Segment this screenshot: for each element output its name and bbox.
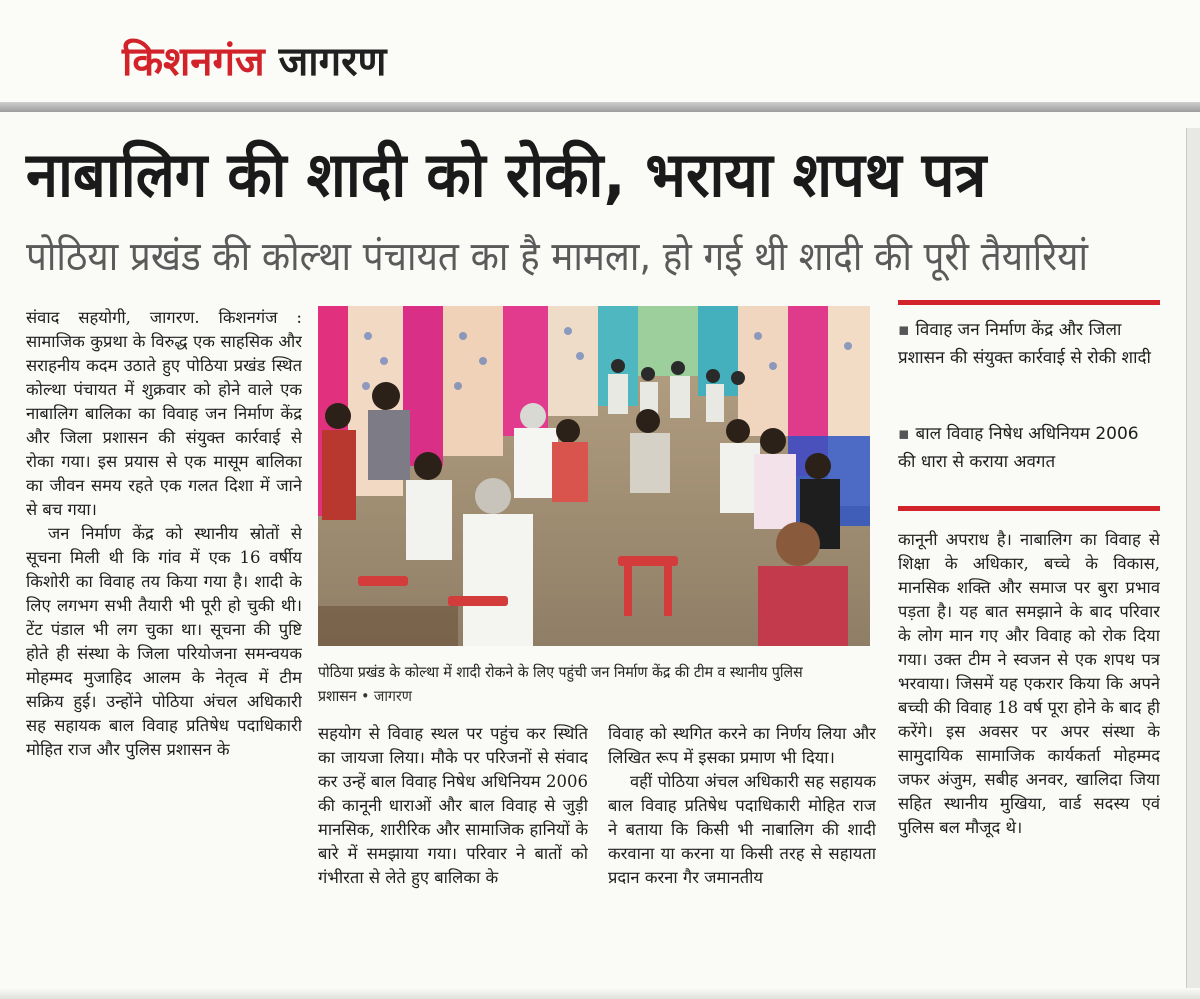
article-column-3 — [608, 722, 876, 997]
photo-caption — [318, 660, 844, 708]
headline: नाबालिग की शादी को रोकी, भराया शपथ पत्र — [26, 138, 987, 211]
highlight-item — [898, 420, 1160, 476]
highlight-bottom-rule — [898, 506, 1160, 511]
highlight-text: विवाह जन निर्माण केंद्र और जिला प्रशासन की संयुक्त कार्रवाई से रोकी शादी — [898, 320, 1151, 368]
subheadline: पोठिया प्रखंड की कोल्था पंचायत का है मामला, हो गई थी शादी की पूरी तैयारियां — [26, 234, 1089, 280]
masthead-title-brand: जागरण — [278, 39, 387, 85]
highlight-item — [898, 316, 1160, 372]
photo-credit: • जागरण — [361, 687, 412, 705]
masthead — [0, 0, 1200, 112]
page-edge-divider — [1186, 128, 1200, 999]
article-paragraph: जन निर्माण केंद्र को स्थानीय स्रोतों से सूचना मिली थी कि गांव में एक 16 वर्षीय किशोरी का विवाह तय किया गया है। शादी के लिए लगभग सभी तैयारी भी पूरी हो चुकी थी। टेंट पंडाल भी लग चुका था। सूचना की पुष्टि होते ही संस्था के जिला परियोजना समन्वयक मोहम्मद मुजाहिद आलम के नेतृत्व में टीम सक्रिय हुई। उन्होंने पोठिया अंचल अधिकारी सह सहायक बाल विवाह प्रतिषेध पदाधिकारी मोहित राज और पुलिस प्रशासन के — [26, 524, 302, 759]
tent-gathering-image — [318, 306, 870, 646]
article-column-4 — [898, 528, 1160, 996]
article-paragraph: विवाह को स्थगित करने का निर्णय लिया और लिखित रूप में इसका प्रमाण भी दिया। — [608, 724, 876, 767]
article-paragraph: वहीं पोठिया अंचल अधिकारी सह सहायक बाल विवाह प्रतिषेध पदाधिकारी मोहित राज ने बताया कि किसी भी नाबालिग की शादी करवाना या करना या किसी तरह से सहायता प्रदान करना गैर जमानतीय — [608, 772, 876, 887]
page-bottom-edge — [0, 988, 1200, 999]
article-paragraph: सामाजिक कुप्रथा के विरुद्ध एक साहसिक और सराहनीय कदम उठाते हुए पोठिया प्रखंड स्थित कोल्था पंचायत में शुक्रवार को होने वाले एक नाबालिग बालिका का विवाह जन निर्माण केंद्र और जिला प्रशासन की संयुक्त कार्रवाई से रोका गया। इस प्रयास से एक मासूम बालिका का जीवन समय रहते एक गलत दिशा में जाने से बच गया। — [26, 332, 302, 519]
news-photo — [318, 306, 870, 646]
masthead-title — [122, 38, 386, 86]
highlight-text: बाल विवाह निषेध अधिनियम 2006 की धारा से कराया अवगत — [898, 424, 1139, 472]
highlight-top-rule — [898, 300, 1160, 305]
masthead-title-city: किशनगंज — [122, 39, 265, 85]
article-paragraph: सहयोग से विवाह स्थल पर पहुंच कर स्थिति का जायजा लिया। मौके पर परिजनों से संवाद कर उन्हें बाल विवाह निषेध अधिनियम 2006 की कानूनी धाराओं और बाल विवाह से जुड़ी मानसिक, शारीरिक और सामाजिक हानियों के बारे में समझाया गया। परिवार ने बातों को गंभीरता से लेते हुए बालिका के — [318, 724, 588, 887]
dateline-text: संवाद सहयोगी, जागरण. किशनगंज : — [26, 308, 302, 327]
bullet-icon: ▪ — [898, 320, 910, 340]
masthead-rule — [0, 102, 1200, 112]
article-paragraph: कानूनी अपराध है। नाबालिग का विवाह से शिक्षा के अधिकार, बच्चे के विकास, मानसिक शक्ति और समाज पर बुरा प्रभाव पड़ता है। यह बात समझाने के बाद परिवार के लोग मान गए और विवाह को रोक दिया गया। उक्त टीम ने स्वजन से एक शपथ पत्र भरवाया। जिसमें यह एकरार किया कि अपने बच्ची की विवाह 18 वर्ष पूरा होने के बाद ही करेंगे। इस अवसर पर अपर संस्था के सामुदायिक सामाजिक कार्यकर्ता मोहम्मद जफर अंजुम, सबीह अनवर, खालिदा जिया सहित स्थानीय मुखिया, वार्ड सदस्य एवं पुलिस बल मौजूद थे। — [898, 530, 1160, 837]
photo-caption-text: पोठिया प्रखंड के कोल्था में शादी रोकने के लिए पहुंची जन निर्माण केंद्र की टीम व स्थानीय पुलिस प्रशासन — [318, 663, 803, 705]
article-dateline — [26, 306, 302, 522]
bullet-icon: ▪ — [898, 424, 910, 444]
article-column-2 — [318, 722, 588, 997]
highlight-box — [898, 300, 1160, 514]
article-column-1 — [26, 306, 302, 996]
